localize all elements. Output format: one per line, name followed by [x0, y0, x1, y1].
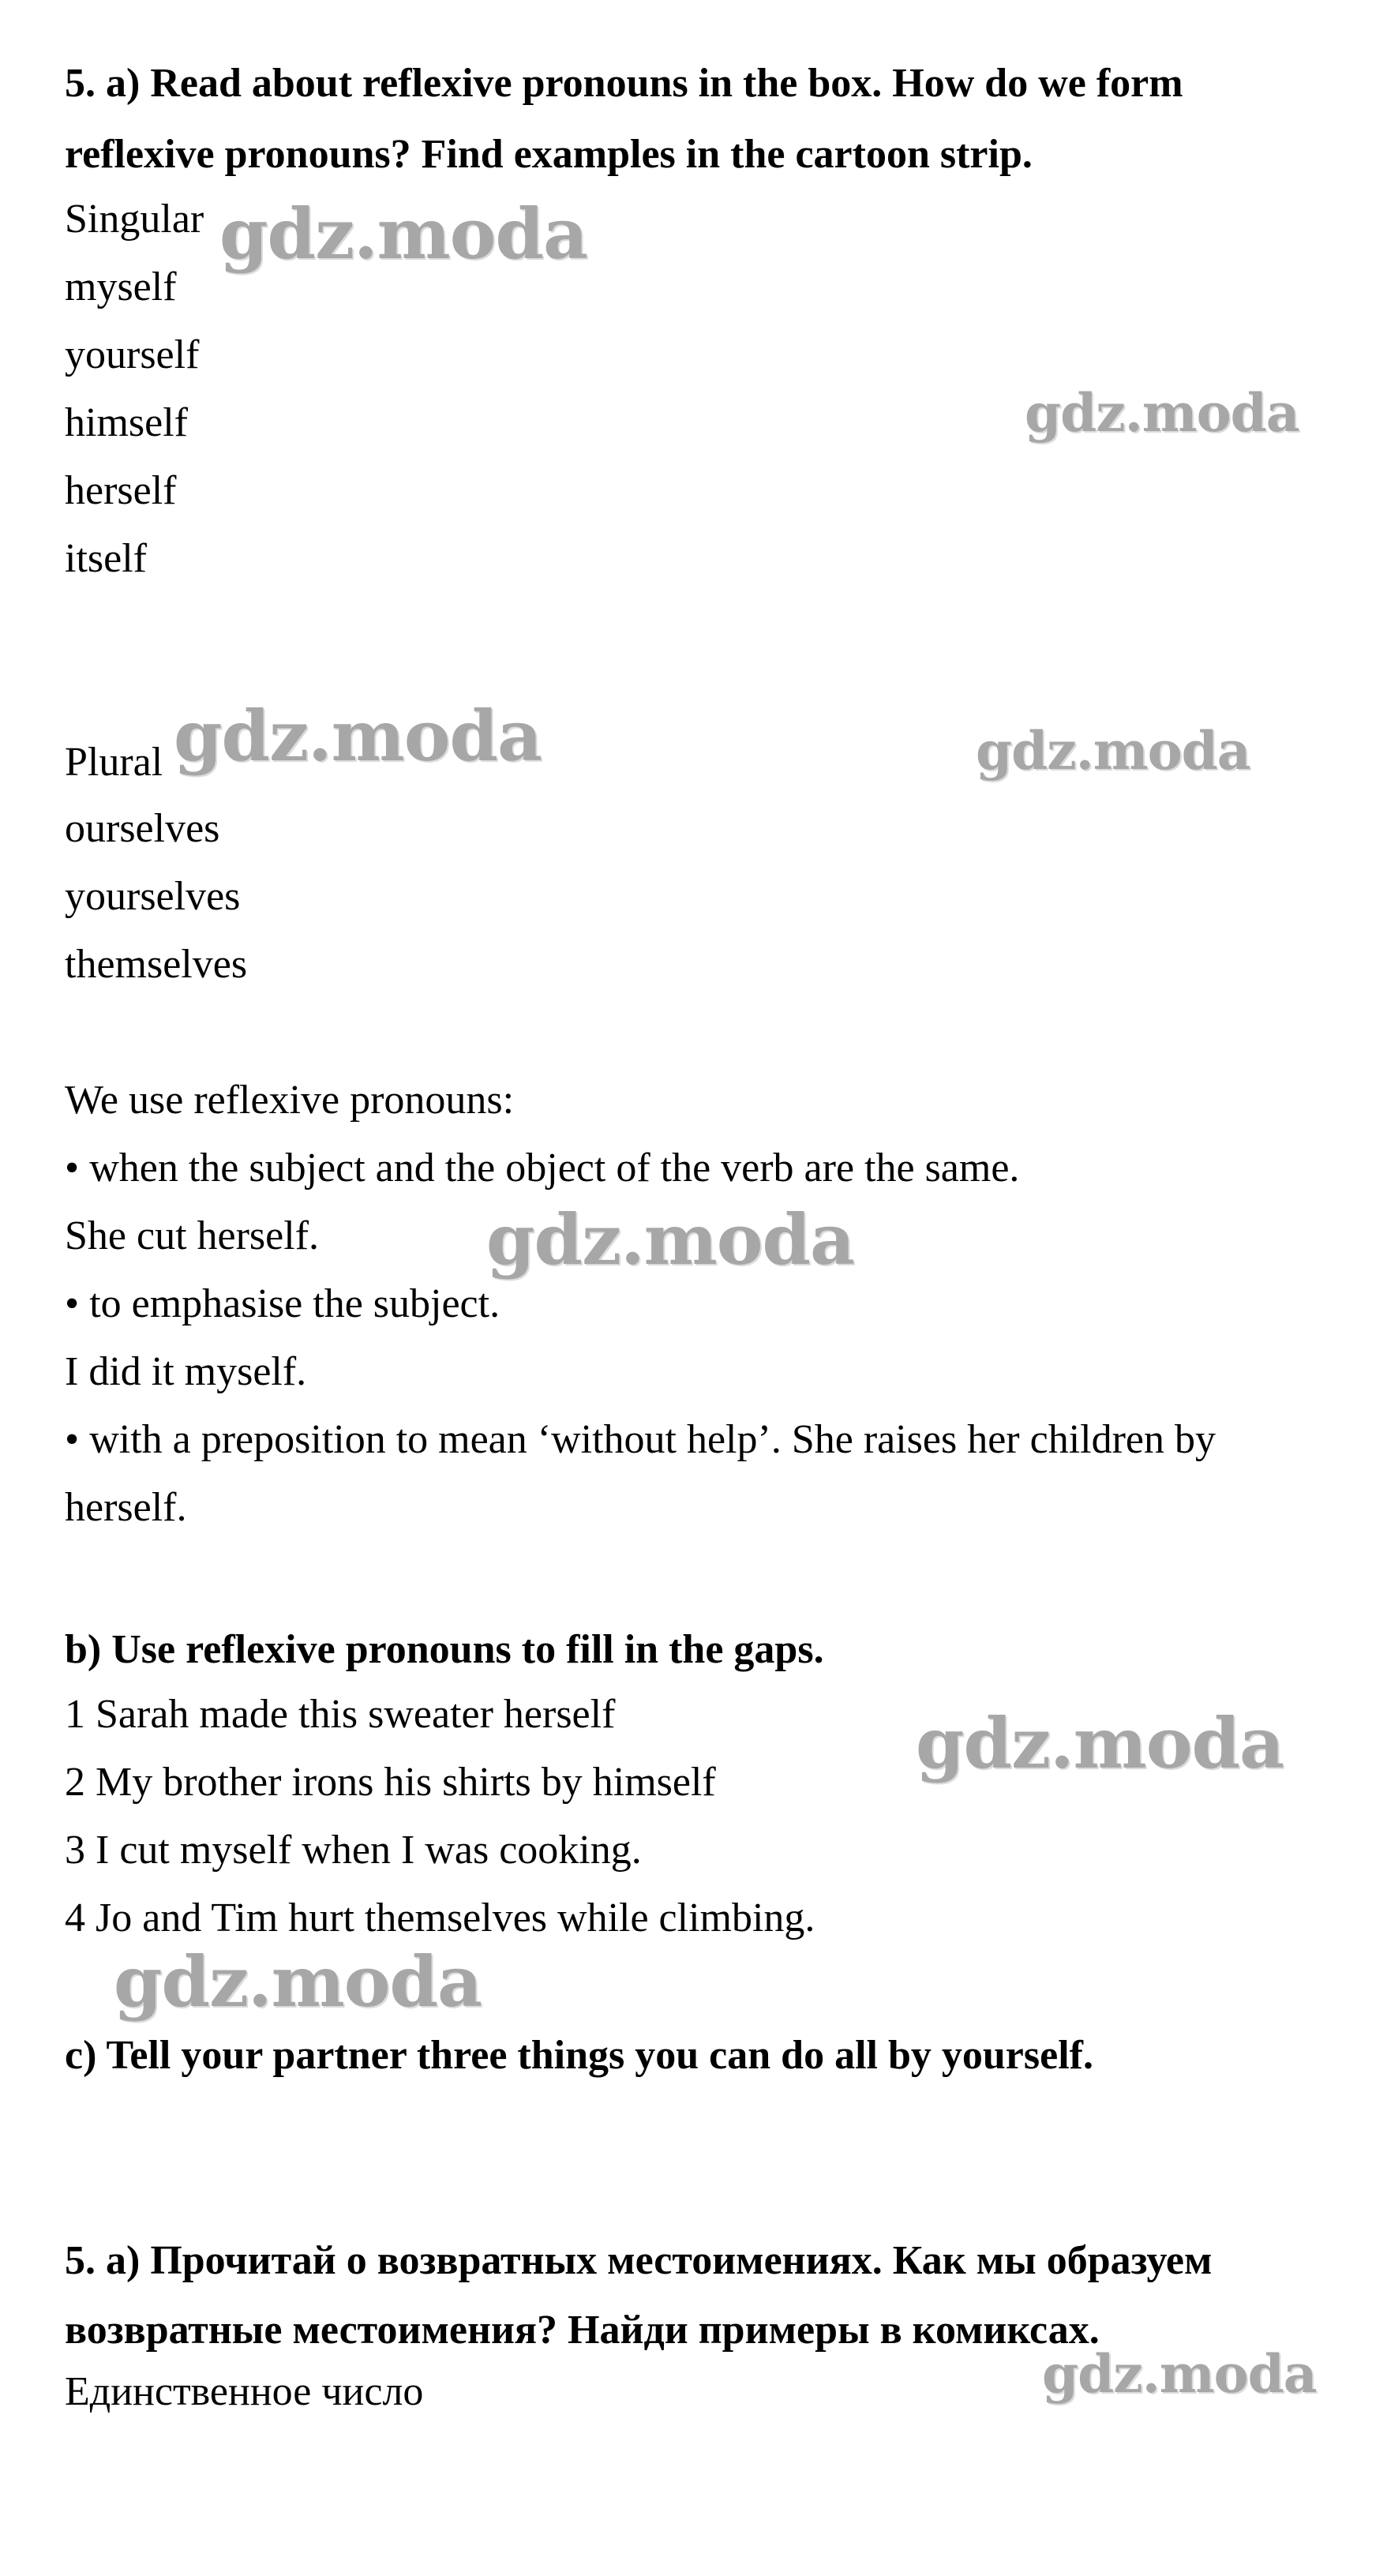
watermark: gdz.moda — [114, 1940, 482, 2023]
usage-intro: We use reflexive pronouns: — [65, 1078, 515, 1123]
usage-rule-3-line-1: • with a preposition to mean ‘without help’. She raises her children by — [65, 1417, 1216, 1462]
exercise-heading-line-1: 5. a) Read about reflexive pronouns in the box. How do we form — [65, 61, 1183, 106]
part-b-item: 2 My brother irons his shirts by himself — [65, 1760, 716, 1805]
singular-label: Singular — [65, 197, 204, 242]
usage-example-1: She cut herself. — [65, 1213, 320, 1258]
part-b-item: 1 Sarah made this sweater herself — [65, 1692, 616, 1737]
part-b-item: 3 I cut myself when I was cooking. — [65, 1828, 642, 1873]
singular-item: itself — [65, 536, 147, 581]
ru-heading-line-2: возвратные местоимения? Найди примеры в комиксах. — [65, 2308, 1100, 2353]
watermark: gdz.moda — [174, 695, 542, 777]
part-c-heading: c) Tell your partner three things you can do all by yourself. — [65, 2033, 1093, 2078]
usage-example-2: I did it myself. — [65, 1349, 307, 1394]
watermark: gdz.moda — [219, 193, 588, 275]
plural-item: themselves — [65, 942, 248, 987]
part-b-item: 4 Jo and Tim hurt themselves while climbing. — [65, 1895, 815, 1940]
watermark: gdz.moda — [976, 720, 1250, 782]
watermark: gdz.moda — [1042, 2343, 1317, 2405]
watermark: gdz.moda — [486, 1198, 855, 1281]
watermark: gdz.moda — [1025, 382, 1299, 444]
singular-item: himself — [65, 400, 188, 445]
usage-rule-2: • to emphasise the subject. — [65, 1281, 500, 1326]
ru-singular-label: Единственное число — [65, 2369, 424, 2414]
usage-rule-1: • when the subject and the object of the verb are the same. — [65, 1146, 1020, 1191]
plural-label: Plural — [65, 740, 163, 785]
exercise-heading-line-2: reflexive pronouns? Find examples in the cartoon strip. — [65, 132, 1033, 177]
plural-item: yourselves — [65, 874, 241, 919]
singular-item: yourself — [65, 332, 200, 377]
usage-rule-3-line-2: herself. — [65, 1485, 187, 1530]
watermark: gdz.moda — [916, 1702, 1284, 1784]
singular-item: herself — [65, 468, 177, 513]
singular-item: myself — [65, 264, 177, 309]
ru-heading-line-1: 5. a) Прочитай о возвратных местоимениях. Как мы образуем — [65, 2238, 1213, 2283]
part-b-heading: b) Use reflexive pronouns to fill in the gaps. — [65, 1627, 824, 1672]
plural-item: ourselves — [65, 806, 220, 851]
